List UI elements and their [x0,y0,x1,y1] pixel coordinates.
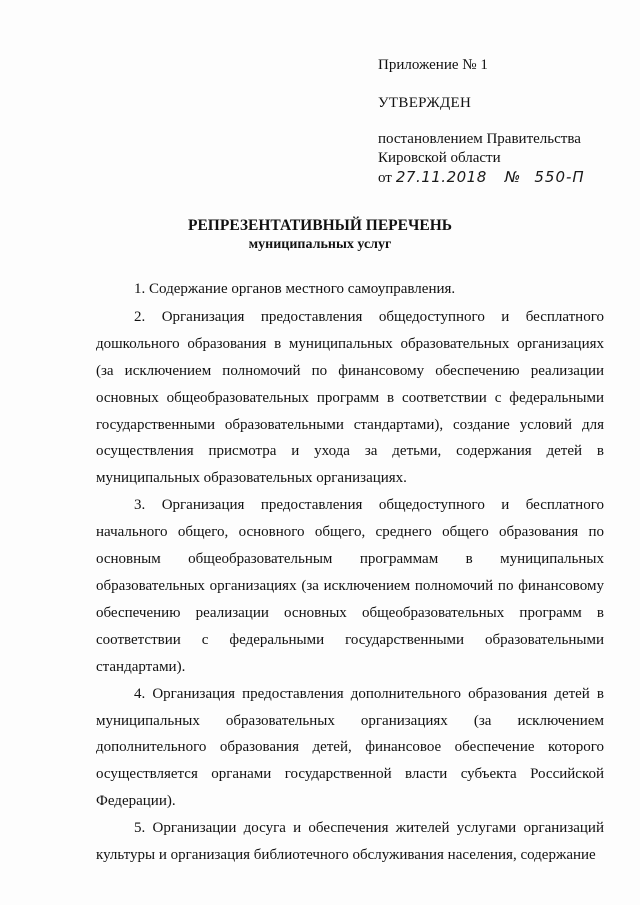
decree-line-1: постановлением Правительства [378,131,581,147]
services-list [96,276,604,869]
approved-stamp-label: УТВЕРЖДЕН [378,95,472,111]
list-item: 5. Организации досуга и обеспечения жителей услугами организаций культуры и организация библиотечного обслуживания населения, содержание [96,820,604,864]
document-subtitle: муниципальных услуг [248,237,392,252]
from-label: от [378,170,392,186]
handwritten-date: 27.11.2018 [395,168,487,186]
list-item: 1. Содержание органов местного самоуправления. [134,281,456,297]
list-item: 2. Организация предоставления общедоступного и бесплатного дошкольного образования в муниципальных образовательных организациях (за исключением полномочий по финансовому обеспечению реализации основных общеобразовательных программ в соответствии с федеральными государственными образовательными стандартами), создание условий для осуществления присмотра и ухода за детьми, содержания детей в муниципальных образовательных организациях. [96,308,604,487]
document-title: РЕПРЕЗЕНТАТИВНЫЙ ПЕРЕЧЕНЬ [188,217,452,234]
list-item: 3. Организация предоставления общедоступного и бесплатного начального общего, основного общего, среднего общего образования по основным общеобразовательным программам в муниципальных образовательных организациях (за исключением полномочий по финансовому обеспечению реализации основных общеобразовательных программ в соответствии с федеральными государственными образовательными стандартами). [96,497,604,675]
approval-block [378,56,618,188]
number-label: № [504,168,521,186]
decree-line-2: Кировской области [378,150,501,166]
annex-label: Приложение № 1 [378,57,488,73]
decree-reference [378,168,618,188]
handwritten-number: 550-П [534,168,585,186]
list-item: 4. Организация предоставления дополнительного образования детей в муниципальных образовательных организациях (за исключением дополнительного образования детей, финансовое обеспечение которого осуществляется органами государственной власти субъекта Российской Федерации). [96,685,604,810]
